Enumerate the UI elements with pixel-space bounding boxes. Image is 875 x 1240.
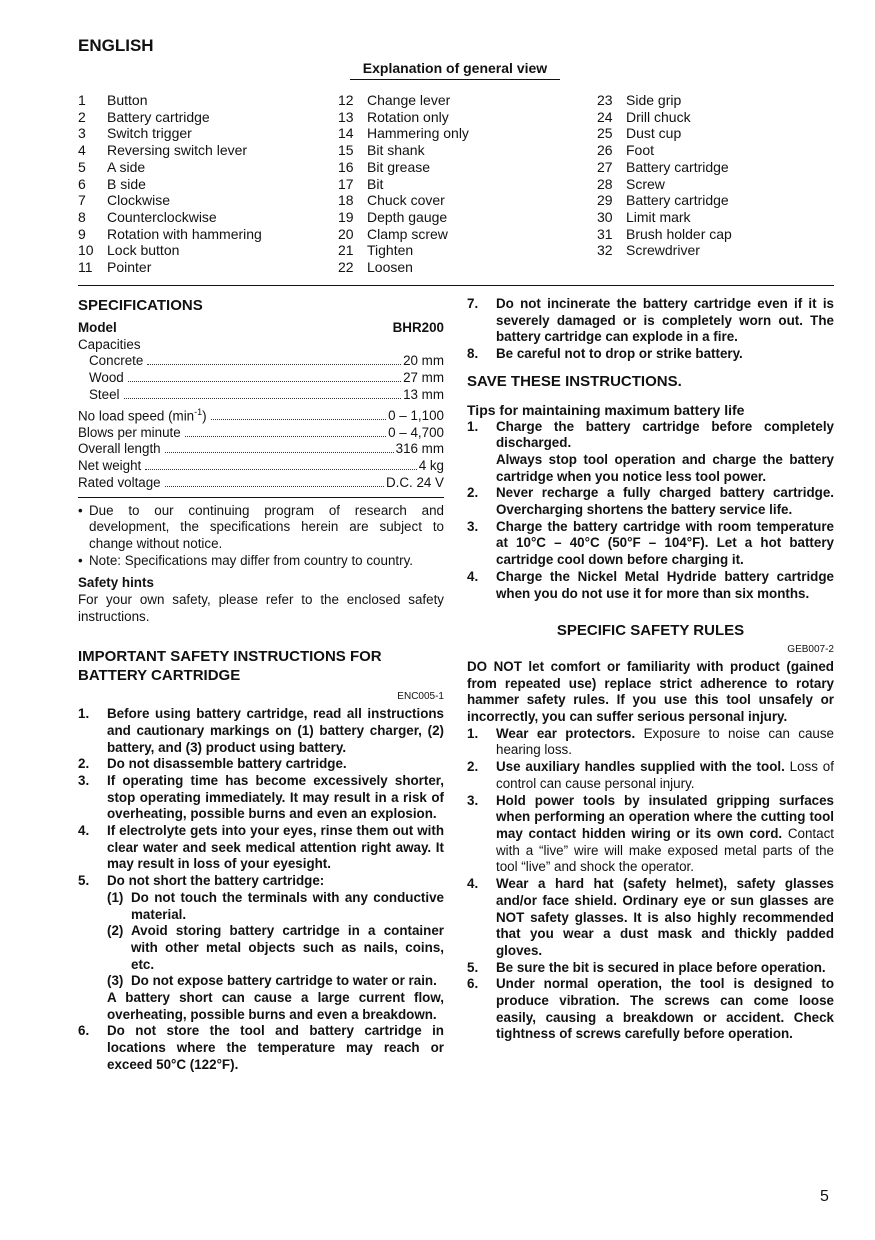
part-label: Side grip bbox=[626, 92, 682, 108]
specific-rules-list bbox=[467, 726, 834, 1043]
part-number: 30 bbox=[597, 208, 613, 225]
part-label: Battery cartridge bbox=[626, 158, 729, 175]
part-label: Dust cup bbox=[626, 125, 682, 142]
tip-item: 1. Charge the battery cartridge before completely discharged. Always stop tool operation and charge the battery cartridge when you notice less tool power. bbox=[467, 418, 834, 484]
battery-instruction-item: 3. If operating time has become excessively shorter, stop operating immediately. It may result in a risk of overheating, possible burns and even an explosion. bbox=[78, 772, 444, 822]
spec-weight-label: Net weight bbox=[78, 458, 142, 474]
part-item bbox=[78, 176, 328, 193]
specific-rule-item: 4. Wear a hard hat (safety helmet), safety glasses and/or face shield. Ordinary eye or sun glasses are NOT safety glasses. It is also highly recommended that you wear a dust mask and thickly padded gloves. bbox=[467, 876, 834, 958]
part-item bbox=[78, 125, 328, 142]
spec-length-row bbox=[78, 441, 444, 458]
spec-voltage-value: D.C. 24 V bbox=[385, 474, 444, 490]
part-item bbox=[338, 242, 588, 259]
specific-rule-item: 5. Be sure the bit is secured in place before operation. bbox=[467, 959, 826, 975]
battery-instructions-list bbox=[78, 706, 444, 890]
part-number: 7 bbox=[78, 192, 86, 209]
parts-list-column-2 bbox=[338, 92, 588, 276]
part-number: 8 bbox=[78, 208, 86, 225]
part-number: 22 bbox=[338, 259, 354, 276]
part-item bbox=[597, 142, 837, 159]
part-number: 31 bbox=[597, 225, 613, 242]
part-item bbox=[597, 109, 837, 126]
part-number: 17 bbox=[338, 175, 354, 192]
spec-voltage-row bbox=[78, 475, 444, 492]
language-heading: ENGLISH bbox=[78, 36, 154, 55]
part-label: Reversing switch lever bbox=[107, 142, 248, 159]
battery-sub-list bbox=[78, 890, 444, 990]
part-label: Bit grease bbox=[367, 158, 431, 175]
spec-concrete-value: 20 mm bbox=[403, 353, 444, 369]
part-label: Screw bbox=[626, 175, 665, 192]
part-number: 13 bbox=[338, 108, 354, 125]
part-label: Loosen bbox=[367, 259, 413, 276]
tip-item: 4. Charge the Nickel Metal Hydride battery cartridge when you do not use it for more than six months. bbox=[467, 568, 834, 601]
part-item bbox=[78, 192, 328, 209]
part-item bbox=[597, 192, 837, 209]
tip-item: 2. Never recharge a fully charged battery cartridge. Overcharging shortens the battery service life. bbox=[467, 485, 834, 518]
part-number: 4 bbox=[78, 142, 86, 159]
part-label: Tighten bbox=[367, 242, 414, 259]
part-item bbox=[597, 176, 837, 193]
part-item bbox=[78, 209, 328, 226]
part-label: Rotation only bbox=[367, 108, 449, 125]
battery-sub-item: (1) Do not touch the terminals with any conductive material. bbox=[107, 889, 444, 922]
part-number: 32 bbox=[597, 242, 613, 259]
part-item bbox=[597, 209, 837, 226]
part-number: 27 bbox=[597, 158, 613, 175]
part-item bbox=[338, 109, 588, 126]
part-label: Lock button bbox=[107, 242, 180, 259]
part-label: Hammering only bbox=[367, 125, 469, 142]
part-label: Depth gauge bbox=[367, 208, 448, 225]
spec-weight-value: 4 kg bbox=[418, 458, 444, 474]
part-label: Switch trigger bbox=[107, 125, 192, 142]
part-item bbox=[78, 142, 328, 159]
part-item bbox=[78, 259, 328, 276]
specific-rule-item: 1. Wear ear protectors. Exposure to noise can cause hearing loss. bbox=[467, 725, 834, 758]
page-number: 5 bbox=[820, 1188, 829, 1205]
spec-length-value: 316 mm bbox=[395, 441, 444, 457]
part-item bbox=[597, 159, 837, 176]
part-label: Rotation with hammering bbox=[107, 225, 262, 242]
part-label: Clamp screw bbox=[367, 225, 448, 242]
part-label: Change lever bbox=[367, 92, 451, 108]
part-number: 25 bbox=[597, 125, 613, 142]
battery-sub-item: (2) Avoid storing battery cartridge in a container with other metal objects such as nails, coins, etc. bbox=[107, 923, 444, 972]
part-item bbox=[78, 242, 328, 259]
spec-concrete-row bbox=[78, 353, 444, 370]
spec-steel-label: Steel bbox=[89, 386, 120, 402]
spec-voltage-label: Rated voltage bbox=[78, 474, 161, 490]
spec-no-load-value: 0 – 1,100 bbox=[388, 407, 444, 423]
part-number: 9 bbox=[78, 225, 86, 242]
safety-hints-heading: Safety hints bbox=[78, 575, 154, 591]
part-number: 28 bbox=[597, 175, 613, 192]
spec-model-label: Model bbox=[78, 320, 117, 335]
tip-item: 3. Charge the battery cartridge with room temperature at 10°C – 40°C (50°F – 104°F). Let a hot battery cartridge cool down before charging it. bbox=[467, 518, 834, 568]
battery-instructions-heading: IMPORTANT SAFETY INSTRUCTIONS FOR BATTERY CARTRIDGE bbox=[78, 648, 382, 685]
left-column bbox=[78, 296, 444, 1074]
battery-instruction-item: 2. Do not disassemble battery cartridge. bbox=[78, 756, 347, 772]
spec-capacities-label: Capacities bbox=[78, 336, 141, 352]
part-item bbox=[597, 125, 837, 142]
part-label: Brush holder cap bbox=[626, 225, 732, 242]
part-item bbox=[338, 209, 588, 226]
part-item bbox=[78, 109, 328, 126]
battery-item-6: 6. Do not store the tool and battery cartridge in locations where the temperature may reach or exceed 50°C (122°F). bbox=[78, 1023, 444, 1072]
part-number: 2 bbox=[78, 108, 86, 125]
part-number: 6 bbox=[78, 175, 86, 192]
spec-length-label: Overall length bbox=[78, 441, 161, 457]
specific-rules-heading: SPECIFIC SAFETY RULES bbox=[556, 622, 745, 640]
part-item bbox=[78, 92, 328, 109]
part-label: Clockwise bbox=[107, 192, 171, 209]
part-item bbox=[597, 226, 837, 243]
right-column bbox=[467, 296, 834, 1043]
part-label: Screwdriver bbox=[626, 242, 700, 259]
section-divider bbox=[78, 285, 834, 286]
specific-rules-intro: DO NOT let comfort or familiarity with product (gained from repeated use) replace strict adherence to rotary hammer safety rules. If you use this tool unsafely or incorrectly, you can suffer serious personal injury. bbox=[467, 658, 834, 725]
part-number: 19 bbox=[338, 208, 354, 225]
part-item bbox=[597, 92, 837, 109]
part-number: 29 bbox=[597, 192, 613, 209]
specific-rules-code: GEB007-2 bbox=[787, 644, 834, 656]
tips-list bbox=[467, 419, 834, 603]
part-number: 10 bbox=[78, 242, 94, 259]
battery-instruction-item: 5. Do not short the battery cartridge: bbox=[78, 873, 325, 889]
part-item bbox=[338, 192, 588, 209]
battery-instruction-item: 4. If electrolyte gets into your eyes, rinse them out with clear water and seek medical attention right away. It may result in loss of your eyesight. bbox=[78, 823, 444, 872]
part-number: 18 bbox=[338, 192, 354, 209]
battery-item-8: 8. Be careful not to drop or strike battery. bbox=[467, 346, 743, 362]
general-view-title: Explanation of general view bbox=[350, 60, 560, 80]
battery-short-note: A battery short can cause a large current flow, overheating, possible burns and even a breakdown. bbox=[107, 990, 444, 1022]
part-number: 16 bbox=[338, 158, 354, 175]
part-number: 3 bbox=[78, 125, 86, 142]
battery-sub-item: (3) Do not expose battery cartridge to water or rain. bbox=[107, 973, 437, 989]
parts-list-column-3 bbox=[597, 92, 837, 259]
part-item bbox=[338, 176, 588, 193]
battery-instruction-item: 1. Before using battery cartridge, read all instructions and cautionary markings on (1) battery charger, (2) battery, and (3) product using battery. bbox=[78, 706, 444, 755]
specific-rule-item: 3. Hold power tools by insulated gripping surfaces when performing an operation where the cutting tool may contact hidden wiring or its own cord. Contact with a “live” wire will make exposed metal parts of the tool “live” and shock the operator. bbox=[467, 792, 834, 875]
spec-blows-row bbox=[78, 425, 444, 442]
spec-steel-row bbox=[78, 387, 444, 404]
battery-item-7: 7. Do not incinerate the battery cartridge even if it is severely damaged or is completely worn out. The battery cartridge can explode in a fire. bbox=[467, 296, 834, 345]
safety-hints-text: For your own safety, please refer to the enclosed safety instructions. bbox=[78, 592, 444, 624]
spec-note-2: • Note: Specifications may differ from country to country. bbox=[78, 552, 413, 568]
part-number: 1 bbox=[78, 92, 86, 108]
part-number: 21 bbox=[338, 242, 354, 259]
part-item bbox=[338, 259, 588, 276]
save-instructions-heading: SAVE THESE INSTRUCTIONS. bbox=[467, 372, 682, 390]
specific-rule-item: 2. Use auxiliary handles supplied with the tool. Loss of control can cause personal injury. bbox=[467, 759, 834, 791]
part-label: Button bbox=[107, 92, 148, 108]
parts-list-column-1 bbox=[78, 92, 328, 276]
part-label: Limit mark bbox=[626, 208, 691, 225]
spec-blows-label: Blows per minute bbox=[78, 424, 181, 440]
part-number: 26 bbox=[597, 142, 613, 159]
part-item bbox=[338, 159, 588, 176]
spec-no-load-row bbox=[78, 404, 444, 425]
part-label: Chuck cover bbox=[367, 192, 445, 209]
spec-divider bbox=[78, 497, 444, 498]
part-number: 20 bbox=[338, 225, 354, 242]
part-label: Counterclockwise bbox=[107, 208, 217, 225]
part-label: Battery cartridge bbox=[626, 192, 729, 209]
part-number: 14 bbox=[338, 125, 354, 142]
spec-note-1: • Due to our continuing program of research and development, the specifications herein are subject to change without notice. bbox=[78, 502, 444, 551]
part-label: A side bbox=[107, 158, 146, 175]
part-item bbox=[338, 226, 588, 243]
part-number: 12 bbox=[338, 92, 354, 108]
part-label: Pointer bbox=[107, 259, 152, 276]
part-number: 24 bbox=[597, 108, 613, 125]
specific-rule-item: 6. Under normal operation, the tool is designed to produce vibration. The screws can come loose easily, causing a breakdown or accident. Check tightness of screws carefully before operation. bbox=[467, 976, 834, 1042]
spec-no-load-label: No load speed $(\min^{-1})$ bbox=[78, 406, 207, 423]
spec-wood-row bbox=[78, 370, 444, 387]
spec-steel-value: 13 mm bbox=[403, 386, 444, 402]
spec-concrete-label: Concrete bbox=[89, 353, 144, 369]
part-item bbox=[78, 226, 328, 243]
spec-weight-row bbox=[78, 458, 444, 475]
part-number: 23 bbox=[597, 92, 613, 108]
part-label: Battery cartridge bbox=[107, 108, 210, 125]
part-number: 15 bbox=[338, 142, 354, 159]
specifications-heading: SPECIFICATIONS bbox=[78, 297, 203, 314]
spec-wood-label: Wood bbox=[89, 370, 124, 386]
part-number: 5 bbox=[78, 158, 86, 175]
spec-blows-value: 0 – 4,700 bbox=[388, 424, 444, 440]
part-item bbox=[338, 125, 588, 142]
part-item bbox=[338, 92, 588, 109]
spec-wood-value: 27 mm bbox=[403, 370, 444, 386]
spec-model-value: BHR200 bbox=[392, 320, 444, 335]
tips-heading: Tips for maintaining maximum battery life bbox=[467, 401, 745, 418]
part-item bbox=[78, 159, 328, 176]
part-label: Foot bbox=[626, 142, 655, 159]
battery-instructions-code: ENC005-1 bbox=[397, 691, 444, 703]
part-item bbox=[597, 242, 837, 259]
part-number: 11 bbox=[78, 259, 93, 276]
part-label: Bit shank bbox=[367, 142, 425, 159]
part-label: B side bbox=[107, 175, 146, 192]
part-item bbox=[338, 142, 588, 159]
spec-model-row bbox=[78, 320, 444, 337]
part-label: Bit bbox=[367, 175, 384, 192]
part-label: Drill chuck bbox=[626, 108, 691, 125]
